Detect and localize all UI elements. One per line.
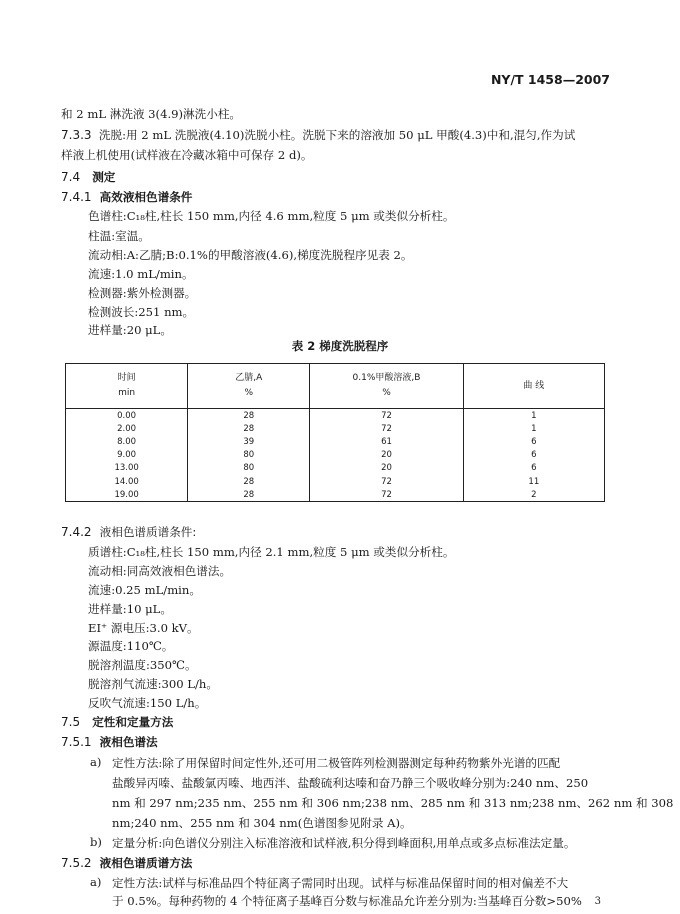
hplc-detector: 检测器:紫外检测器。 (88, 286, 197, 300)
header-acetonitrile: 乙腈,A % (188, 364, 310, 409)
text-line: 和 2 mL 淋洗液 3(4.9)淋洗小柱。 (61, 107, 242, 121)
section-title: 测定 (92, 170, 116, 184)
section-title: 高效液相色谱条件 (99, 190, 193, 204)
ms-desolvation-temperature: 脱溶剂温度:350℃。 (88, 658, 197, 672)
hplc-column: 色谱柱:C₁₈柱,柱长 150 mm,内径 4.6 mm,粒度 5 μm 或类似分析柱。 (88, 209, 455, 223)
header-curve: 曲 线 (463, 364, 604, 409)
list-marker: a) (90, 755, 102, 769)
section-number: 7.4.1 (61, 190, 92, 204)
hplc-wavelength: 检测波长:251 nm。 (88, 305, 195, 319)
header-formic-acid: 0.1%甲酸溶液,B % (310, 364, 463, 409)
qualitative-method-text: 定性方法:除了用保留时间定性外,还可用二极管阵列检测器测定每种药物紫外光谱的匹配 (112, 756, 561, 770)
hplc-injection: 进样量:20 μL。 (88, 323, 172, 337)
list-marker: b) (90, 835, 102, 849)
header-time: 时间 min (66, 364, 188, 409)
hplc-flow-rate: 流速:1.0 mL/min。 (88, 267, 194, 281)
section-7-5-1 (61, 734, 158, 750)
text-line: nm 和 297 nm;235 nm、255 nm 和 306 nm;238 nm、285 nm 和 313 nm;238 nm、262 nm 和 308 (112, 796, 674, 810)
text-line: 样液上机使用(试样液在冷藏冰箱中可保存 2 d)。 (61, 148, 313, 162)
section-7-4-2 (61, 524, 196, 540)
section-7-4 (61, 169, 115, 185)
ms-flow-rate: 流速:0.25 mL/min。 (88, 583, 201, 597)
hplc-mobile-phase: 流动相:A:乙腈;B:0.1%的甲酸溶液(4.6),梯度洗脱程序见表 2。 (88, 248, 413, 262)
quantitative-method-text: 定量分析:向色谱仪分别注入标准溶液和试样液,积分得到峰面积,用单点或多点标准法定量。 (112, 836, 576, 850)
section-text: 洗脱:用 2 mL 洗脱液(4.10)洗脱小柱。洗脱下来的溶液加 50 μL 甲酸(4.3)中和,混匀,作为试 (98, 128, 576, 142)
gradient-table (65, 363, 605, 502)
ms-column: 质谱柱:C₁₈柱,柱长 150 mm,内径 2.1 mm,粒度 5 μm 或类似分析柱。 (88, 545, 455, 559)
list-marker: a) (90, 875, 102, 889)
ms-injection: 进样量:10 μL。 (88, 602, 172, 616)
section-title: 液相色谱质谱方法 (99, 856, 193, 870)
section-7-5 (61, 714, 173, 730)
ms-source-temperature: 源温度:110℃。 (88, 639, 174, 653)
table-caption: 表 2 梯度洗脱程序 (291, 339, 389, 353)
standard-number: NY/T 1458—2007 (490, 72, 610, 87)
section-7-5-2 (61, 855, 192, 871)
table-row: 0.00 28 72 1 (66, 409, 605, 423)
section-number: 7.5 (61, 715, 81, 729)
table-row: 2.00 28 72 1 (66, 422, 605, 435)
ms-source-voltage: EI⁺ 源电压:3.0 kV。 (88, 621, 199, 635)
section-number: 7.5.2 (61, 856, 92, 870)
section-number: 7.4 (61, 170, 81, 184)
table-row: 13.00 80 20 6 (66, 462, 605, 475)
table-header-row (66, 364, 605, 409)
section-title: 液相色谱质谱条件: (99, 525, 197, 539)
ms-cone-gas: 反吹气流速:150 L/h。 (88, 696, 207, 710)
section-7-3-3 (61, 127, 575, 143)
section-number: 7.5.1 (61, 735, 92, 749)
hplc-temperature: 柱温:室温。 (88, 229, 150, 243)
text-line: nm;240 nm、255 nm 和 304 nm(色谱图参见附录 A)。 (112, 816, 412, 830)
section-title: 液相色谱法 (99, 735, 158, 749)
table-row: 8.00 39 61 6 (66, 435, 605, 448)
ms-qualitative-method-text: 定性方法:试样与标准品四个特征离子需同时出现。试样与标准品保留时间的相对偏差不大 (112, 876, 569, 890)
section-title: 定性和定量方法 (92, 715, 174, 729)
section-number: 7.3.3 (61, 128, 92, 142)
table-row: 19.00 28 72 2 (66, 488, 605, 502)
ms-mobile-phase: 流动相:同高效液相色谱法。 (88, 564, 232, 578)
page-number: 3 (594, 896, 601, 907)
table-row: 14.00 28 72 11 (66, 475, 605, 488)
text-line: 于 0.5%。每种药物的 4 个特征离子基峰百分数与标准品允许差分别为:当基峰百分数>50% (112, 894, 582, 908)
text-line: 盐酸异丙嗪、盐酸氯丙嗪、地西泮、盐酸硫利达嗪和奋乃静三个吸收峰分别为:240 nm、250 (112, 776, 589, 790)
table-row: 9.00 80 20 6 (66, 449, 605, 462)
ms-desolvation-gas: 脱溶剂气流速:300 L/h。 (88, 677, 218, 691)
section-7-4-1 (61, 189, 192, 205)
section-number: 7.4.2 (61, 525, 92, 539)
